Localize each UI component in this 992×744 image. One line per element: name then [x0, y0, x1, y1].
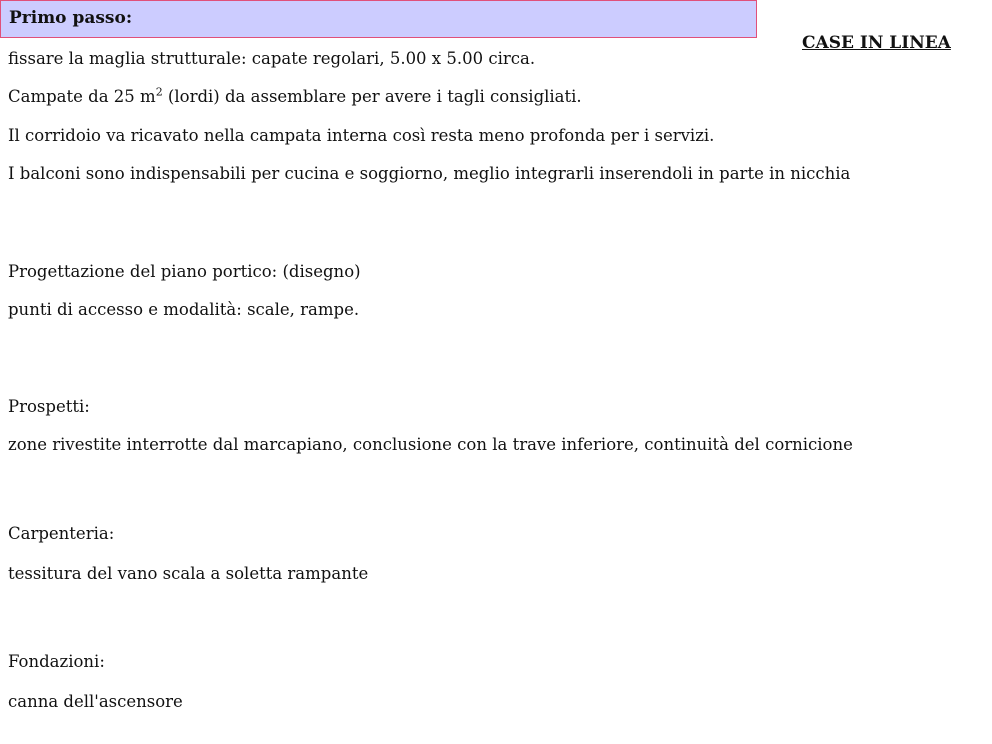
header-title: Primo passo: [9, 8, 133, 28]
side-title: CASE IN LINEA [802, 33, 951, 53]
text-line-3: Il corridoio va ricavato nella campata interna così resta meno profonda per i servizi. [8, 126, 715, 145]
header-box [0, 0, 757, 38]
text-line-6: punti di accesso e modalità: scale, rampe. [8, 300, 360, 319]
superscript: 2 [155, 85, 163, 99]
text-line-2 [8, 87, 582, 107]
text-line-1: fissare la maglia strutturale: capate regolari, 5.00 x 5.00 circa. [8, 49, 536, 68]
text-line-5: Progettazione del piano portico: (disegno) [8, 262, 361, 281]
text-line-2-pre: Campate da 25 m [8, 87, 156, 106]
text-line-11: Fondazioni: [8, 652, 105, 671]
text-line-8: zone rivestite interrotte dal marcapiano, conclusione con la trave inferiore, continuità del cornicione [8, 435, 853, 454]
text-line-7: Prospetti: [8, 397, 90, 416]
text-line-12: canna dell'ascensore [8, 692, 183, 711]
text-line-2-post: (lordi) da assemblare per avere i tagli consigliati. [162, 87, 582, 106]
text-line-4: I balconi sono indispensabili per cucina e soggiorno, meglio integrarli inserendoli in parte in nicchia [8, 164, 851, 183]
text-line-9: Carpenteria: [8, 524, 115, 543]
text-line-10: tessitura del vano scala a soletta rampante [8, 564, 369, 583]
